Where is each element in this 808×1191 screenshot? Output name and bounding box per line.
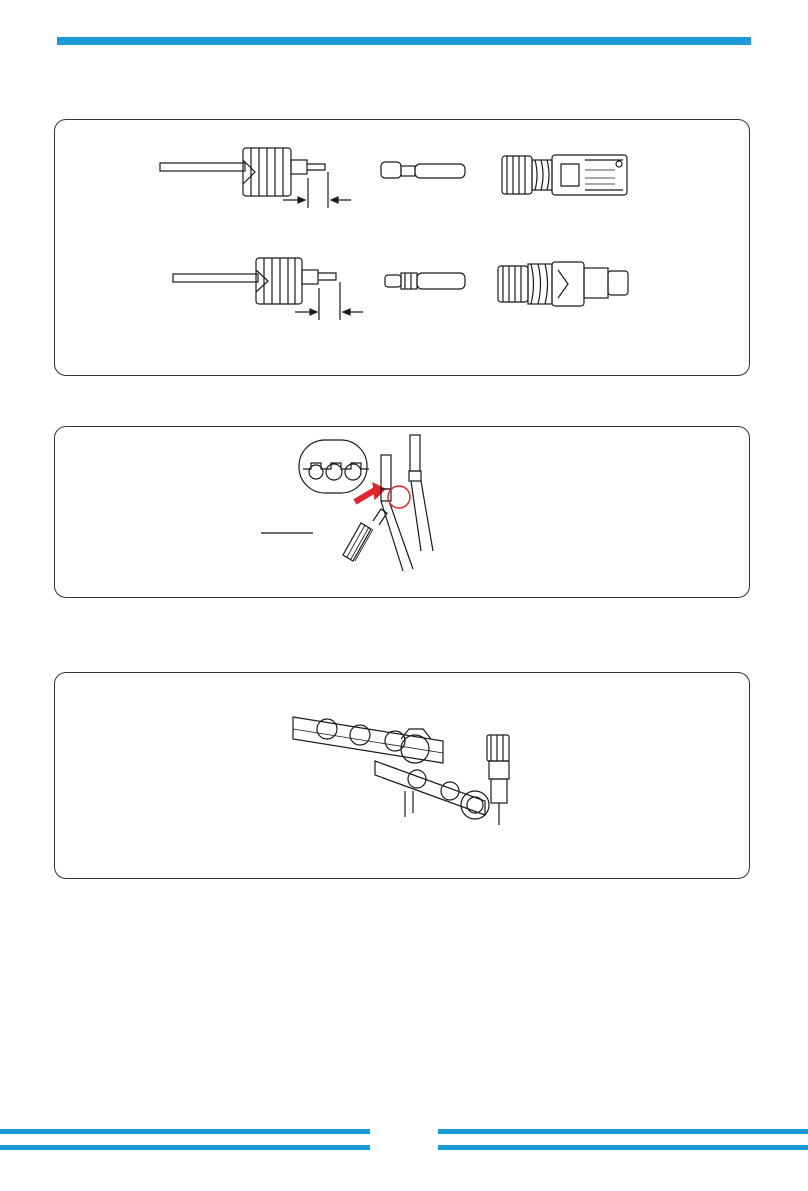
strip-length-dimension	[283, 172, 351, 208]
crimp-die-detail	[299, 440, 369, 493]
wrench-illustration	[55, 673, 749, 878]
cable-with-nut-top	[160, 148, 351, 208]
connector-in-wrench	[487, 735, 509, 825]
connector-assembly-illustration	[55, 120, 749, 375]
finished-cable	[409, 435, 433, 551]
crimping-tool	[261, 509, 387, 561]
footer-accent-bar-left-bottom	[0, 1145, 370, 1150]
footer-accent-bar-left-top	[0, 1129, 370, 1134]
wrench-panel	[54, 672, 750, 879]
connector-body-bottom	[498, 262, 628, 306]
crimping-panel	[54, 426, 750, 598]
metal-pin-bottom	[385, 273, 465, 289]
strip-length-dimension-bottom	[295, 282, 363, 320]
header-accent-bar	[57, 37, 751, 45]
spanner-tool-bottom	[375, 761, 489, 819]
crimping-illustration	[55, 427, 749, 597]
footer-accent-bar-right-top	[438, 1129, 808, 1134]
cable-with-nut-bottom	[173, 258, 363, 320]
connector-assembly-panel	[54, 119, 750, 376]
metal-pin-top	[381, 162, 465, 178]
footer-accent-bar-right-bottom	[438, 1145, 808, 1150]
connector-body-top	[502, 155, 627, 195]
spanner-tool-top	[293, 717, 443, 763]
crimped-cable	[381, 455, 413, 571]
